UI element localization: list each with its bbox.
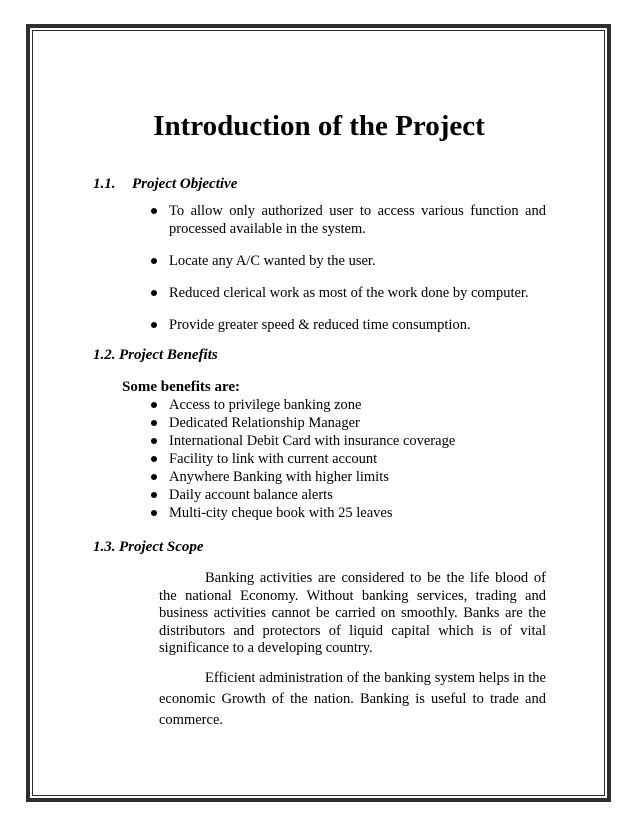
list-item: Locate any A/C wanted by the user. xyxy=(149,252,546,270)
section-title: Project Objective xyxy=(132,176,238,192)
list-item: Multi-city cheque book with 25 leaves xyxy=(149,504,549,522)
section-number: 1.2. xyxy=(93,347,116,363)
section-number: 1.3. xyxy=(93,539,116,555)
bullet-icon xyxy=(151,492,157,498)
bullet-icon xyxy=(151,510,157,516)
list-item: Reduced clerical work as most of the work done by computer. xyxy=(149,284,546,302)
section-title: Project Scope xyxy=(119,539,204,555)
bullet-icon xyxy=(151,322,157,328)
section-number: 1.1. xyxy=(93,176,116,192)
page-title: Introduction of the Project xyxy=(153,110,485,142)
section-heading-benefits xyxy=(93,346,218,364)
list-item: Facility to link with current account xyxy=(149,450,549,468)
bullet-icon xyxy=(151,208,157,214)
section-heading-objective xyxy=(93,175,237,193)
benefits-intro: Some benefits are: xyxy=(122,379,241,395)
section-heading-scope xyxy=(93,538,204,556)
list-item: To allow only authorized user to access various function and processed available in the system. xyxy=(149,202,546,238)
bullet-icon xyxy=(151,420,157,426)
bullet-icon xyxy=(151,402,157,408)
bullet-icon xyxy=(151,474,157,480)
list-item: Dedicated Relationship Manager xyxy=(149,414,549,432)
scope-paragraph: Banking activities are considered to be the life blood of the national Economy. Without banking services, trading and business activities cannot be carried on smoothly. Banks are the distributors and protectors of liquid capital which is of vital significance to a developing country. xyxy=(159,570,546,657)
list-item: Anywhere Banking with higher limits xyxy=(149,468,549,486)
benefits-list xyxy=(149,396,549,522)
bullet-icon xyxy=(151,456,157,462)
bullet-icon xyxy=(151,290,157,296)
bullet-icon xyxy=(151,438,157,444)
list-item: International Debit Card with insurance coverage xyxy=(149,432,549,450)
list-item: Access to privilege banking zone xyxy=(149,396,549,414)
bullet-icon xyxy=(151,258,157,264)
scope-paragraph: Efficient administration of the banking system helps in the economic Growth of the nation. Banking is useful to trade and commerce. xyxy=(159,670,546,728)
section-title: Project Benefits xyxy=(119,347,218,363)
list-item: Provide greater speed & reduced time consumption. xyxy=(149,316,546,334)
list-item: Daily account balance alerts xyxy=(149,486,549,504)
objective-list xyxy=(149,202,546,348)
